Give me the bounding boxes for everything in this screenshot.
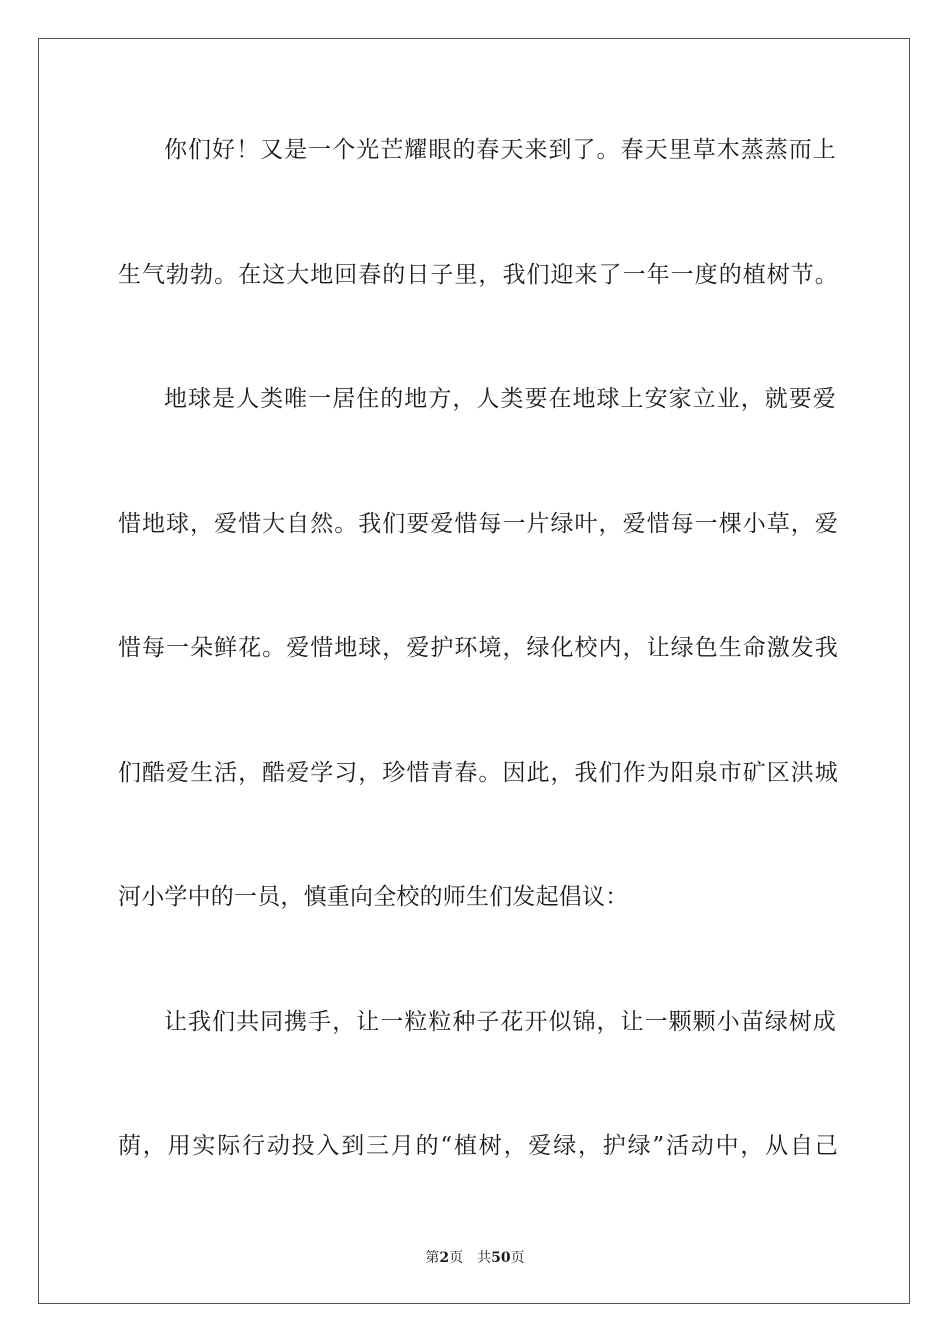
- paragraph-3-line-1: 让我们共同携手，让一粒粒种子花开似锦，让一颗颗小苗绿树成: [164, 1009, 836, 1035]
- page-number: 2: [439, 1250, 450, 1266]
- paragraph-2-line-2: 惜地球，爱惜大自然。我们要爱惜每一片绿叶，爱惜每一棵小草，爱: [118, 511, 838, 537]
- page-suffix: 页: [449, 1250, 464, 1266]
- paragraph-2-line-4: 们酷爱生活，酷爱学习，珍惜青春。因此，我们作为阳泉市矿区洪城: [118, 760, 838, 786]
- total-prefix: 共: [477, 1250, 492, 1266]
- page-border: [38, 38, 910, 1304]
- total-suffix: 页: [510, 1250, 525, 1266]
- paragraph-2-line-5: 河小学中的一员，慎重向全校的师生们发起倡议：: [118, 884, 629, 910]
- page-prefix: 第: [425, 1250, 440, 1266]
- paragraph-2-line-3: 惜每一朵鲜花。爱惜地球，爱护环境，绿化校内，让绿色生命激发我: [118, 635, 838, 661]
- paragraph-1-line-2: 生气勃勃。在这大地回春的日子里，我们迎来了一年一度的植树节。: [118, 262, 838, 288]
- paragraph-2-line-1: 地球是人类唯一居住的地方，人类要在地球上安家立业，就要爱: [164, 386, 836, 412]
- paragraph-1-line-1: 你们好！又是一个光芒耀眼的春天来到了。春天里草木蒸蒸而上: [164, 137, 836, 163]
- page-footer: [0, 1249, 950, 1267]
- total-pages: 50: [491, 1250, 511, 1266]
- paragraph-3-line-2: 荫，用实际行动投入到三月的“植树，爱绿，护绿”活动中，从自己: [118, 1133, 838, 1159]
